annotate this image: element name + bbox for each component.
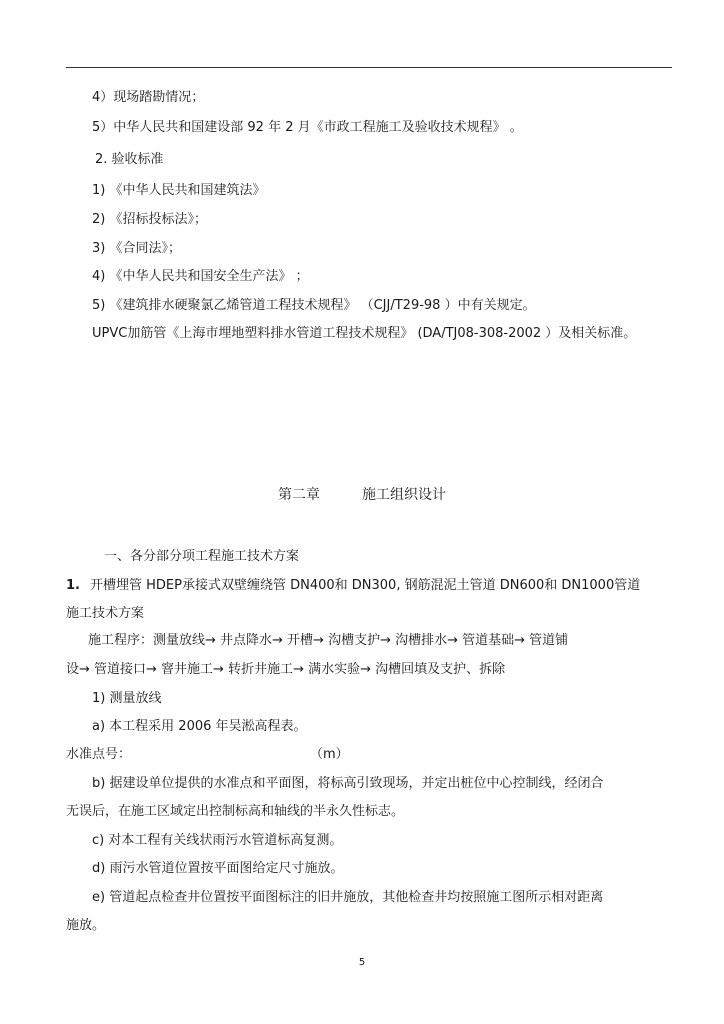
survey-item-e-line-2: 施放。: [66, 918, 106, 933]
standard-item-1: 1) 《中华人民共和国建筑法》: [92, 183, 266, 198]
standard-item-upvc: UPVC加筋管《上海市埋地塑料排水管道工程技术规程》 (DA/TJ08-308-2002 ）及相关标准。: [92, 326, 637, 341]
item-1-line-1: [66, 577, 640, 595]
chapter-number: 第二章: [278, 487, 320, 503]
procedure-line-1: 施工程序：测量放线→ 井点降水→ 开槽→ 沟槽支护→ 沟槽排水→ 管道基础→ 管道铺: [88, 633, 569, 648]
page-number: 5: [358, 957, 366, 968]
header-rule: [66, 67, 672, 68]
standard-item-2: 2) 《招标投标法》；: [92, 212, 207, 227]
survey-item-c: c) 对本工程有关线状雨污水管道标高复测。: [92, 833, 343, 848]
section-one-title: 一、各分部分项工程施工技术方案: [104, 549, 300, 564]
standard-item-3: 3) 《合同法》；: [92, 241, 181, 256]
section-title-acceptance-standards: 2. 验收标准: [95, 152, 164, 167]
survey-item-e-line-1: e) 管道起点检查井位置按平面图标注的旧井施放，其他检查井均按照施工图所示相对距离: [92, 890, 604, 905]
benchmark-label: 水准点号：: [66, 747, 132, 762]
survey-item-d: d) 雨污水管道位置按平面图给定尺寸施放。: [92, 861, 344, 876]
item-1-number: 1.: [66, 578, 80, 593]
item-1-text: 开槽埋管 HDEP承接式双壁缠绕管 DN400和 DN300, 钢筋混泥土管道 DN600和 DN1000管道: [89, 578, 641, 593]
survey-item-b-line-1: b) 据建设单位提供的水准点和平面图，将标高引致现场，并定出桩位中心控制线，经闭合: [92, 776, 604, 791]
list-item-site-survey: 4）现场踏勘情况；: [92, 90, 205, 105]
procedure-line-2: 设→ 管道接口→ 窨井施工→ 转折井施工→ 满水实验→ 沟槽回填及支护、拆除: [66, 662, 506, 677]
survey-title: 1) 测量放线: [92, 691, 162, 706]
survey-item-b-line-2: 无误后，在施工区域定出控制标高和轴线的半永久性标志。: [66, 804, 405, 819]
item-1-line-2: 施工技术方案: [66, 606, 145, 621]
standard-item-5: 5) 《建筑排水硬聚氯乙烯管道工程技术规程》 （CJJ/T29-98 ）中有关规定。: [92, 298, 536, 313]
benchmark-unit: （m）: [310, 747, 349, 762]
list-item-municipal-code: 5）中华人民共和国建设部 92 年 2 月《市政工程施工及验收技术规程》 。: [92, 120, 523, 135]
chapter-title: 施工组织设计: [362, 487, 446, 503]
survey-item-a: a) 本工程采用 2006 年吴淞高程表。: [92, 719, 307, 734]
chapter-heading: [0, 485, 724, 505]
standard-item-4: 4) 《中华人民共和国安全生产法》 ；: [92, 269, 309, 284]
